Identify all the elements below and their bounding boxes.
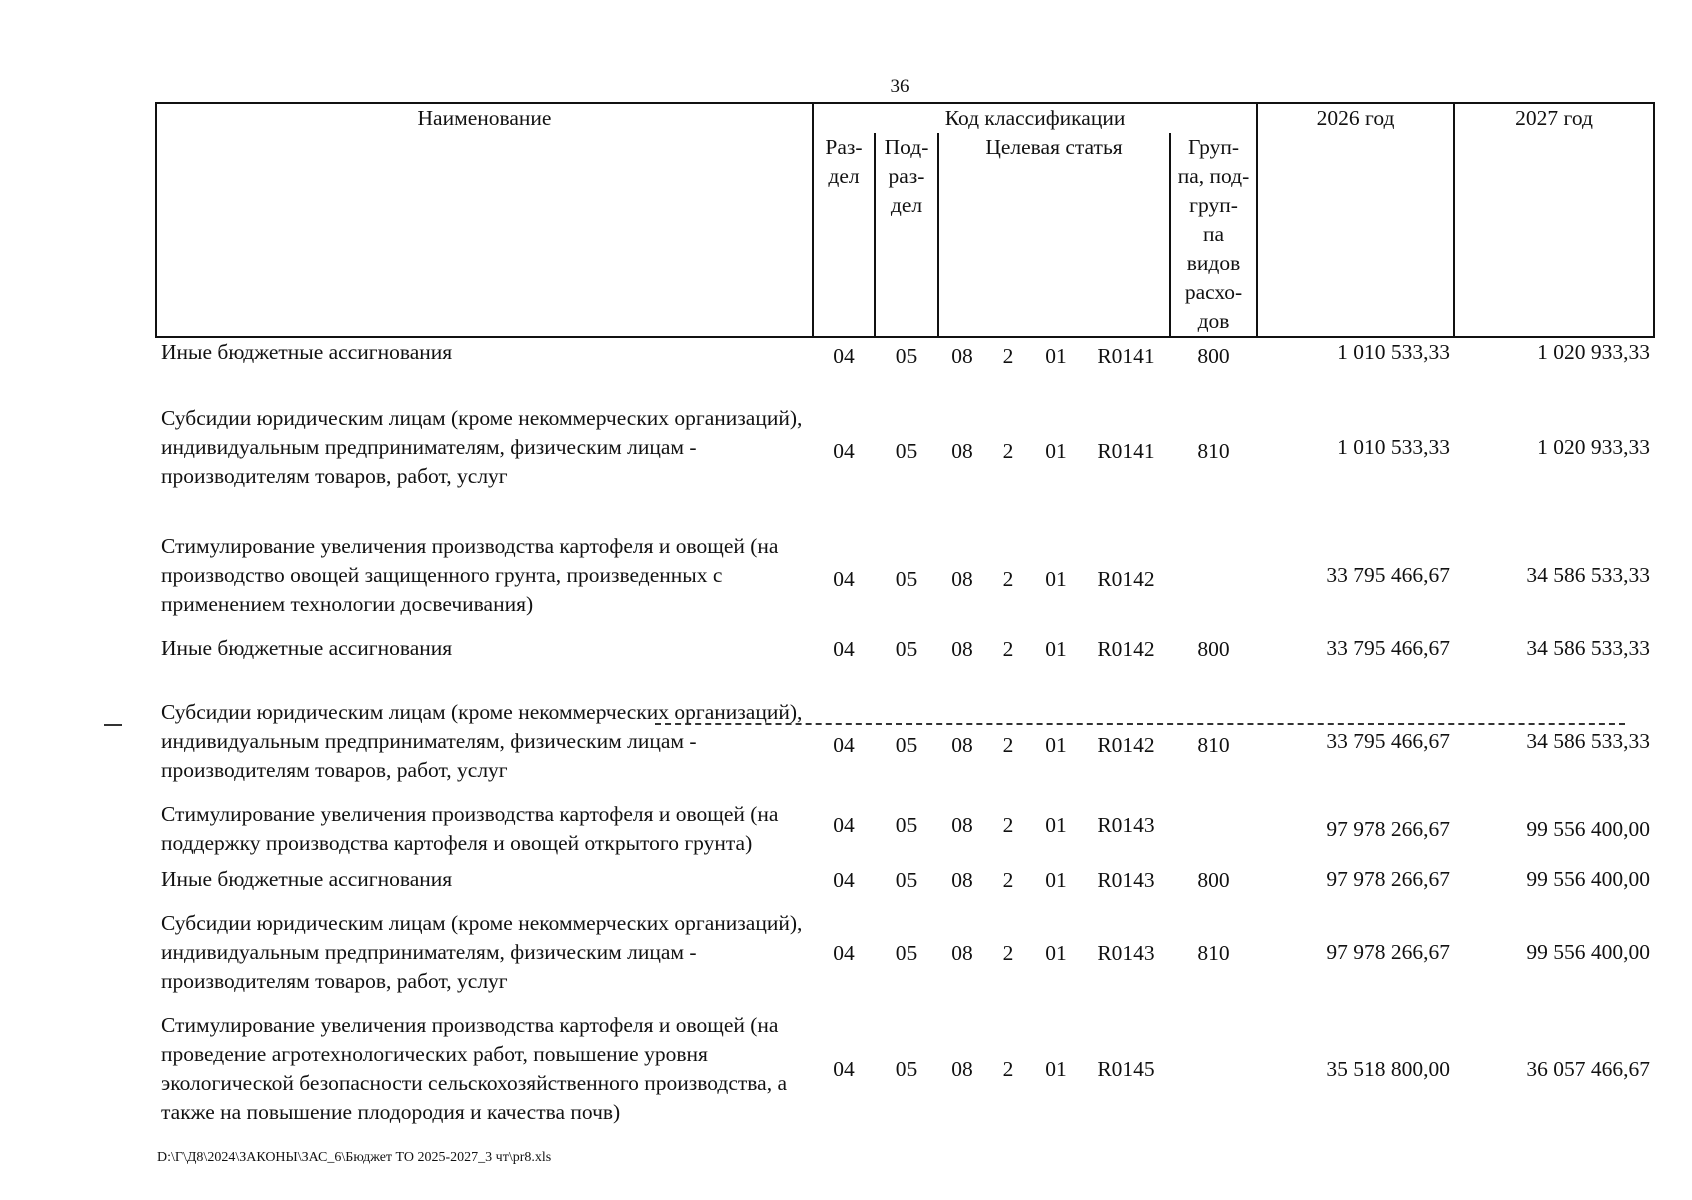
page-number: 36	[890, 76, 910, 97]
cell-y2026: 97 978 266,67	[1326, 867, 1451, 891]
cell-razdel: 04	[833, 636, 855, 661]
table-row	[156, 793, 1654, 858]
cell-t3: 01	[1045, 940, 1067, 965]
cell-t2: 2	[1002, 1057, 1014, 1081]
table-row	[156, 1004, 1654, 1135]
table-row	[156, 671, 1654, 793]
row-name: Стимулирование увеличения производства картофеля и овощей (на производство овощей защищенного грунта, произведенных с применением технологии досвечивания)	[161, 534, 779, 616]
cell-y2026: 33 795 466,67	[1326, 636, 1451, 660]
cell-y2027: 99 556 400,00	[1526, 816, 1651, 841]
cell-razdel: 04	[833, 940, 855, 965]
row-name: Субсидии юридическим лицам (кроме некоммерческих организаций), индивидуальным предпринимателям, физическим лицам - производителям товаров, работ, услуг	[161, 406, 803, 488]
file-path-footer: D:\Г\Д8\2024\ЗАКОНЫ\ЗАС_6\Бюджет ТО 2025-2027_3 чт\pr8.xls	[157, 1150, 552, 1165]
cell-t4: R0142	[1097, 733, 1155, 757]
cell-razdel: 04	[833, 733, 855, 757]
cell-group: 810	[1197, 940, 1230, 965]
cell-y2026: 1 010 533,33	[1337, 435, 1451, 459]
cell-t1: 08	[951, 1057, 973, 1081]
cell-t3: 01	[1045, 439, 1067, 463]
cell-y2026: 97 978 266,67	[1326, 816, 1451, 841]
cell-razdel: 04	[833, 867, 855, 892]
cell-t2: 2	[1002, 344, 1014, 368]
cell-podrazdel: 05	[895, 733, 918, 757]
cell-razdel: 04	[833, 1057, 855, 1081]
row-name: Стимулирование увеличения производства картофеля и овощей (на поддержку производства картофеля и овощей открытого грунта)	[161, 802, 779, 855]
cell-t1: 08	[951, 813, 973, 837]
cell-t4: R0143	[1097, 867, 1155, 892]
header-group: Груп- па, под- груп- па видов расхо- дов	[1170, 133, 1257, 337]
cell-t4: R0142	[1097, 636, 1155, 661]
header-year-2027: 2027 год	[1454, 103, 1654, 337]
header-code: Код классификации	[813, 103, 1257, 133]
cell-y2026: 97 978 266,67	[1326, 940, 1451, 964]
cell-podrazdel: 05	[895, 567, 918, 591]
cell-t1: 08	[951, 733, 973, 757]
page-fold-line	[655, 723, 1625, 725]
cell-y2027: 34 586 533,33	[1526, 636, 1651, 660]
cell-y2027: 99 556 400,00	[1526, 940, 1651, 964]
cell-t1: 08	[951, 567, 973, 591]
cell-razdel: 04	[833, 439, 855, 463]
cell-y2026: 35 518 800,00	[1326, 1056, 1451, 1081]
cell-t3: 01	[1045, 636, 1067, 661]
cell-t3: 01	[1045, 567, 1067, 591]
cell-y2027: 36 057 466,67	[1526, 1056, 1651, 1081]
cell-podrazdel: 05	[895, 439, 918, 463]
cell-t2: 2	[1002, 439, 1014, 463]
cell-y2027: 1 020 933,33	[1537, 435, 1651, 459]
table-row	[156, 499, 1654, 627]
cell-t3: 01	[1045, 344, 1067, 368]
cell-razdel: 04	[833, 344, 855, 368]
cell-t1: 08	[951, 439, 973, 463]
cell-t2: 2	[1002, 867, 1014, 892]
cell-razdel: 04	[833, 567, 855, 591]
cell-y2026: 33 795 466,67	[1326, 563, 1451, 587]
row-name: Стимулирование увеличения производства картофеля и овощей (на проведение агротехнологических работ, повышение уровня экологической безопасности сельскохозяйственного производства, а также на повышение плодородия и качества почв)	[161, 1013, 788, 1124]
cell-t2: 2	[1002, 567, 1014, 591]
cell-t4: R0143	[1097, 813, 1155, 837]
cell-group: 810	[1197, 733, 1230, 757]
header-section: Раз- дел	[813, 133, 875, 337]
header-target: Целевая статья	[938, 133, 1170, 337]
cell-t2: 2	[1002, 733, 1014, 757]
cell-t4: R0141	[1097, 344, 1155, 368]
table-body	[156, 337, 1654, 1135]
cell-group: 800	[1197, 344, 1230, 368]
header-name: Наименование	[156, 103, 813, 337]
cell-t1: 08	[951, 940, 973, 965]
cell-group	[1170, 1004, 1257, 1135]
cell-group	[1170, 499, 1257, 627]
cell-podrazdel: 05	[895, 1057, 918, 1081]
cell-t4: R0143	[1097, 940, 1155, 965]
cell-y2026: 33 795 466,67	[1326, 729, 1451, 753]
table-row	[156, 337, 1654, 375]
cell-group: 800	[1197, 636, 1230, 661]
cell-group	[1170, 793, 1257, 858]
cell-t3: 01	[1045, 813, 1067, 837]
cell-y2027: 1 020 933,33	[1537, 340, 1651, 364]
table-row	[156, 902, 1654, 1004]
cell-t1: 08	[951, 867, 973, 892]
table-row	[156, 858, 1654, 902]
cell-podrazdel: 05	[895, 940, 918, 965]
cell-podrazdel: 05	[895, 636, 918, 661]
cell-t4: R0142	[1097, 567, 1155, 591]
cell-podrazdel: 05	[895, 813, 918, 837]
cell-razdel: 04	[833, 813, 855, 837]
cell-y2026: 1 010 533,33	[1337, 340, 1451, 364]
table-row	[156, 627, 1654, 671]
cell-podrazdel: 05	[895, 344, 918, 368]
row-name: Субсидии юридическим лицам (кроме некоммерческих организаций), индивидуальным предпринимателям, физическим лицам - производителям товаров, работ, услуг	[161, 700, 803, 782]
cell-group: 800	[1197, 867, 1230, 892]
header-subsection: Под- раз- дел	[875, 133, 938, 337]
cell-t1: 08	[951, 344, 973, 368]
cell-y2027: 34 586 533,33	[1526, 729, 1651, 753]
header-row-top	[156, 103, 1654, 133]
row-name: Субсидии юридическим лицам (кроме некоммерческих организаций), индивидуальным предпринимателям, физическим лицам - производителям товаров, работ, услуг	[161, 911, 803, 993]
cell-t2: 2	[1002, 940, 1014, 965]
cell-t4: R0145	[1097, 1057, 1155, 1081]
row-name: Иные бюджетные ассигнования	[161, 636, 453, 660]
cell-y2027: 99 556 400,00	[1526, 867, 1651, 891]
row-name: Иные бюджетные ассигнования	[161, 867, 453, 891]
budget-table	[155, 102, 1655, 1135]
row-name: Иные бюджетные ассигнования	[161, 340, 453, 364]
cell-y2027: 34 586 533,33	[1526, 563, 1651, 587]
cell-t1: 08	[951, 636, 973, 661]
cell-t3: 01	[1045, 1057, 1067, 1081]
header-year-2026: 2026 год	[1257, 103, 1454, 337]
cell-group: 810	[1197, 439, 1230, 463]
cell-podrazdel: 05	[895, 867, 918, 892]
margin-mark	[104, 724, 122, 726]
cell-t2: 2	[1002, 636, 1014, 661]
cell-t3: 01	[1045, 867, 1067, 892]
cell-t4: R0141	[1097, 439, 1155, 463]
table-row	[156, 375, 1654, 499]
cell-t3: 01	[1045, 733, 1067, 757]
cell-t2: 2	[1002, 813, 1014, 837]
